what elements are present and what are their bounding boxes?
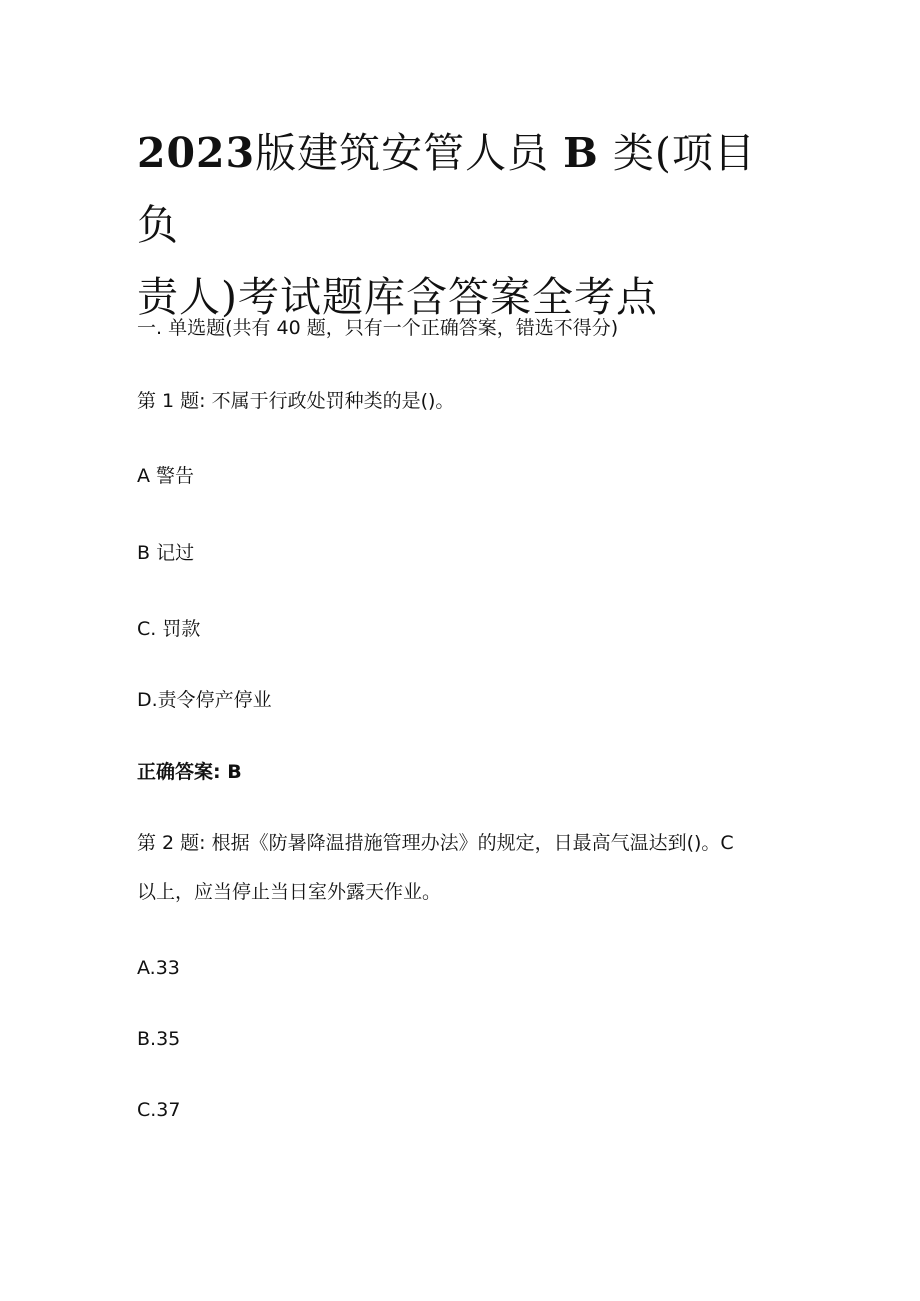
question-2-stem-line-2: 以上，应当停止当日室外露天作业。 [137, 881, 442, 903]
title-text-2: 类(项目负 [137, 129, 756, 249]
question-2-option-b: B.35 [137, 1028, 181, 1050]
question-2-option-a: A.33 [137, 957, 180, 979]
section-heading: 一. 单选题(共有 40 题，只有一个正确答案，错选不得分) [137, 317, 619, 339]
question-2-option-c: C.37 [137, 1099, 181, 1121]
question-2-stem-line-1: 第 2 题: 根据《防暑降温措施管理办法》的规定，日最高气温达到()。C [137, 832, 734, 854]
title-b: B [563, 129, 599, 177]
title-year: 2023 [137, 129, 256, 177]
title-text-3: 责人)考试题库含答案全考点 [137, 273, 658, 321]
question-1-option-a: A 警告 [137, 465, 195, 487]
title-text-1: 版建筑安管人员 [255, 129, 550, 177]
question-1-option-c: C. 罚款 [137, 618, 201, 640]
question-1-option-d: D.责令停产停业 [137, 689, 272, 711]
question-1-option-b: B 记过 [137, 542, 195, 564]
document-title [137, 117, 787, 333]
question-1-answer: 正确答案: B [137, 761, 242, 783]
question-1-stem: 第 1 题: 不属于行政处罚种类的是()。 [137, 390, 455, 412]
